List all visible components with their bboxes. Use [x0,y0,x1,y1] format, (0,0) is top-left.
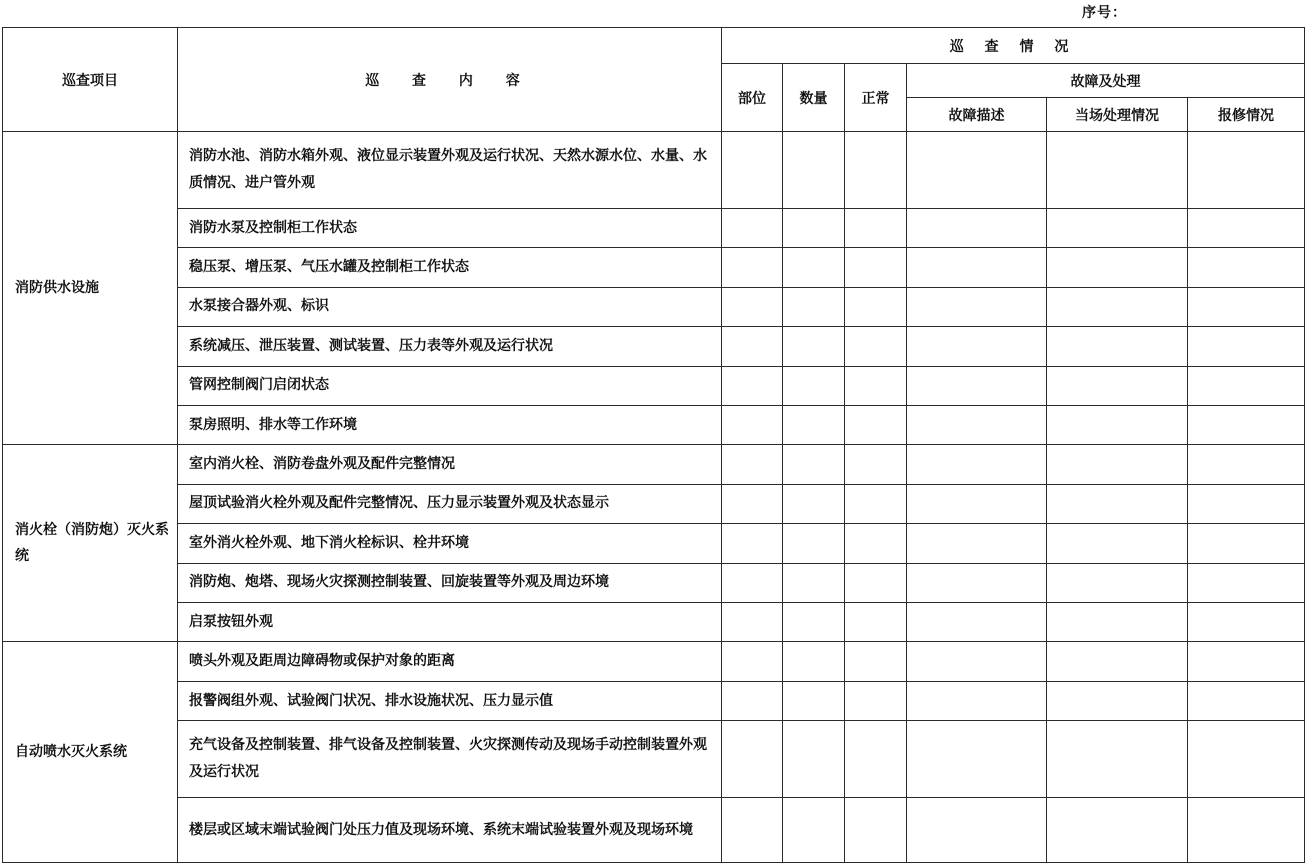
location-cell[interactable] [722,524,783,563]
fault-description-cell[interactable] [907,366,1047,405]
repair-report-cell[interactable] [1188,603,1305,642]
table-row [3,642,1305,681]
fault-description-cell[interactable] [907,681,1047,720]
header-inspection-content: 巡 查 内 容 [178,28,722,132]
fault-description-cell[interactable] [907,798,1047,863]
content-cell: 稳压泵、增压泵、气压水罐及控制柜工作状态 [178,248,722,287]
repair-report-cell[interactable] [1188,208,1305,247]
normal-cell[interactable] [845,366,907,405]
table-row [3,287,1305,326]
repair-report-cell[interactable] [1188,798,1305,863]
normal-cell[interactable] [845,524,907,563]
quantity-cell[interactable] [783,287,845,326]
header-quantity: 数量 [783,64,845,132]
onsite-handling-cell[interactable] [1047,327,1188,366]
content-cell: 楼层或区域末端试验阀门处压力值及现场环境、系统末端试验装置外观及现场环境 [178,798,722,863]
onsite-handling-cell[interactable] [1047,563,1188,602]
location-cell[interactable] [722,248,783,287]
normal-cell[interactable] [845,287,907,326]
normal-cell[interactable] [845,405,907,444]
content-cell: 屋顶试验消火栓外观及配件完整情况、压力显示装置外观及状态显示 [178,484,722,523]
normal-cell[interactable] [845,248,907,287]
content-cell: 系统减压、泄压装置、测试装置、压力表等外观及运行状况 [178,327,722,366]
table-row [3,366,1305,405]
table-row [3,327,1305,366]
repair-report-cell[interactable] [1188,366,1305,405]
location-cell[interactable] [722,208,783,247]
fault-description-cell[interactable] [907,208,1047,247]
onsite-handling-cell[interactable] [1047,208,1188,247]
onsite-handling-cell[interactable] [1047,681,1188,720]
onsite-handling-cell[interactable] [1047,366,1188,405]
fault-description-cell[interactable] [907,484,1047,523]
onsite-handling-cell[interactable] [1047,484,1188,523]
location-cell[interactable] [722,721,783,798]
normal-cell[interactable] [845,327,907,366]
location-cell[interactable] [722,445,783,484]
repair-report-cell[interactable] [1188,405,1305,444]
location-cell[interactable] [722,563,783,602]
quantity-cell[interactable] [783,642,845,681]
repair-report-cell[interactable] [1188,132,1305,209]
content-cell: 水泵接合器外观、标识 [178,287,722,326]
content-cell: 管网控制阀门启闭状态 [178,366,722,405]
quantity-cell[interactable] [783,445,845,484]
header-onsite-handling: 当场处理情况 [1047,98,1188,132]
fault-description-cell[interactable] [907,563,1047,602]
header-fault-handling: 故障及处理 [907,64,1305,98]
location-cell[interactable] [722,798,783,863]
onsite-handling-cell[interactable] [1047,445,1188,484]
location-cell[interactable] [722,484,783,523]
fault-description-cell[interactable] [907,524,1047,563]
normal-cell[interactable] [845,563,907,602]
onsite-handling-cell[interactable] [1047,642,1188,681]
content-cell: 室外消火栓外观、地下消火栓标识、栓井环境 [178,524,722,563]
table-row [3,798,1305,863]
content-cell: 启泵按钮外观 [178,603,722,642]
fault-description-cell[interactable] [907,248,1047,287]
category-cell: 消防供水设施 [3,132,178,445]
table-row [3,603,1305,642]
quantity-cell[interactable] [783,681,845,720]
fault-description-cell[interactable] [907,721,1047,798]
repair-report-cell[interactable] [1188,721,1305,798]
quantity-cell[interactable] [783,132,845,209]
quantity-cell[interactable] [783,798,845,863]
normal-cell[interactable] [845,132,907,209]
table-row [3,208,1305,247]
inspection-table [2,27,1305,863]
onsite-handling-cell[interactable] [1047,132,1188,209]
normal-cell[interactable] [845,484,907,523]
repair-report-cell[interactable] [1188,327,1305,366]
normal-cell[interactable] [845,208,907,247]
content-cell: 室内消火栓、消防卷盘外观及配件完整情况 [178,445,722,484]
repair-report-cell[interactable] [1188,287,1305,326]
fault-description-cell[interactable] [907,642,1047,681]
quantity-cell[interactable] [783,208,845,247]
repair-report-cell[interactable] [1188,524,1305,563]
quantity-cell[interactable] [783,327,845,366]
fault-description-cell[interactable] [907,445,1047,484]
header-location: 部位 [722,64,783,132]
category-cell: 自动喷水灭火系统 [3,642,178,863]
header-repair-report: 报修情况 [1188,98,1305,132]
fault-description-cell[interactable] [907,603,1047,642]
quantity-cell[interactable] [783,603,845,642]
table-row [3,681,1305,720]
normal-cell[interactable] [845,798,907,863]
quantity-cell[interactable] [783,248,845,287]
table-row [3,484,1305,523]
onsite-handling-cell[interactable] [1047,721,1188,798]
fault-description-cell[interactable] [907,327,1047,366]
location-cell[interactable] [722,287,783,326]
location-cell[interactable] [722,405,783,444]
header-normal: 正常 [845,64,907,132]
normal-cell[interactable] [845,681,907,720]
onsite-handling-cell[interactable] [1047,524,1188,563]
normal-cell[interactable] [845,603,907,642]
content-cell: 消防水泵及控制柜工作状态 [178,208,722,247]
repair-report-cell[interactable] [1188,445,1305,484]
content-cell: 消防水池、消防水箱外观、液位显示装置外观及运行状况、天然水源水位、水量、水质情况、进户管外观 [178,132,722,209]
location-cell[interactable] [722,132,783,209]
content-cell: 消防炮、炮塔、现场火灾探测控制装置、回旋装置等外观及周边环境 [178,563,722,602]
location-cell[interactable] [722,603,783,642]
table-row [3,445,1305,484]
normal-cell[interactable] [845,445,907,484]
quantity-cell[interactable] [783,563,845,602]
onsite-handling-cell[interactable] [1047,798,1188,863]
onsite-handling-cell[interactable] [1047,603,1188,642]
category-cell: 消火栓（消防炮）灭火系统 [3,445,178,642]
content-cell: 报警阀组外观、试验阀门状况、排水设施状况、压力显示值 [178,681,722,720]
table-row [3,524,1305,563]
content-cell: 喷头外观及距周边障碍物或保护对象的距离 [178,642,722,681]
location-cell[interactable] [722,681,783,720]
header-fault-description: 故障描述 [907,98,1047,132]
onsite-handling-cell[interactable] [1047,405,1188,444]
repair-report-cell[interactable] [1188,563,1305,602]
table-row [3,721,1305,798]
normal-cell[interactable] [845,721,907,798]
table-row [3,132,1305,209]
fault-description-cell[interactable] [907,132,1047,209]
content-cell: 泵房照明、排水等工作环境 [178,405,722,444]
location-cell[interactable] [722,366,783,405]
fault-description-cell[interactable] [907,405,1047,444]
table-row [3,248,1305,287]
location-cell[interactable] [722,642,783,681]
repair-report-cell[interactable] [1188,642,1305,681]
repair-report-cell[interactable] [1188,484,1305,523]
quantity-cell[interactable] [783,524,845,563]
quantity-cell[interactable] [783,721,845,798]
table-row [3,563,1305,602]
header-inspection-situation: 巡 查 情 况 [722,28,1305,64]
repair-report-cell[interactable] [1188,681,1305,720]
repair-report-cell[interactable] [1188,248,1305,287]
serial-number-label: 序号： [1082,5,1127,21]
quantity-cell[interactable] [783,484,845,523]
location-cell[interactable] [722,327,783,366]
quantity-cell[interactable] [783,366,845,405]
quantity-cell[interactable] [783,405,845,444]
table-row [3,405,1305,444]
onsite-handling-cell[interactable] [1047,248,1188,287]
content-cell: 充气设备及控制装置、排气设备及控制装置、火灾探测传动及现场手动控制装置外观及运行状况 [178,721,722,798]
normal-cell[interactable] [845,642,907,681]
header-inspection-item: 巡查项目 [3,28,178,132]
onsite-handling-cell[interactable] [1047,287,1188,326]
fault-description-cell[interactable] [907,287,1047,326]
